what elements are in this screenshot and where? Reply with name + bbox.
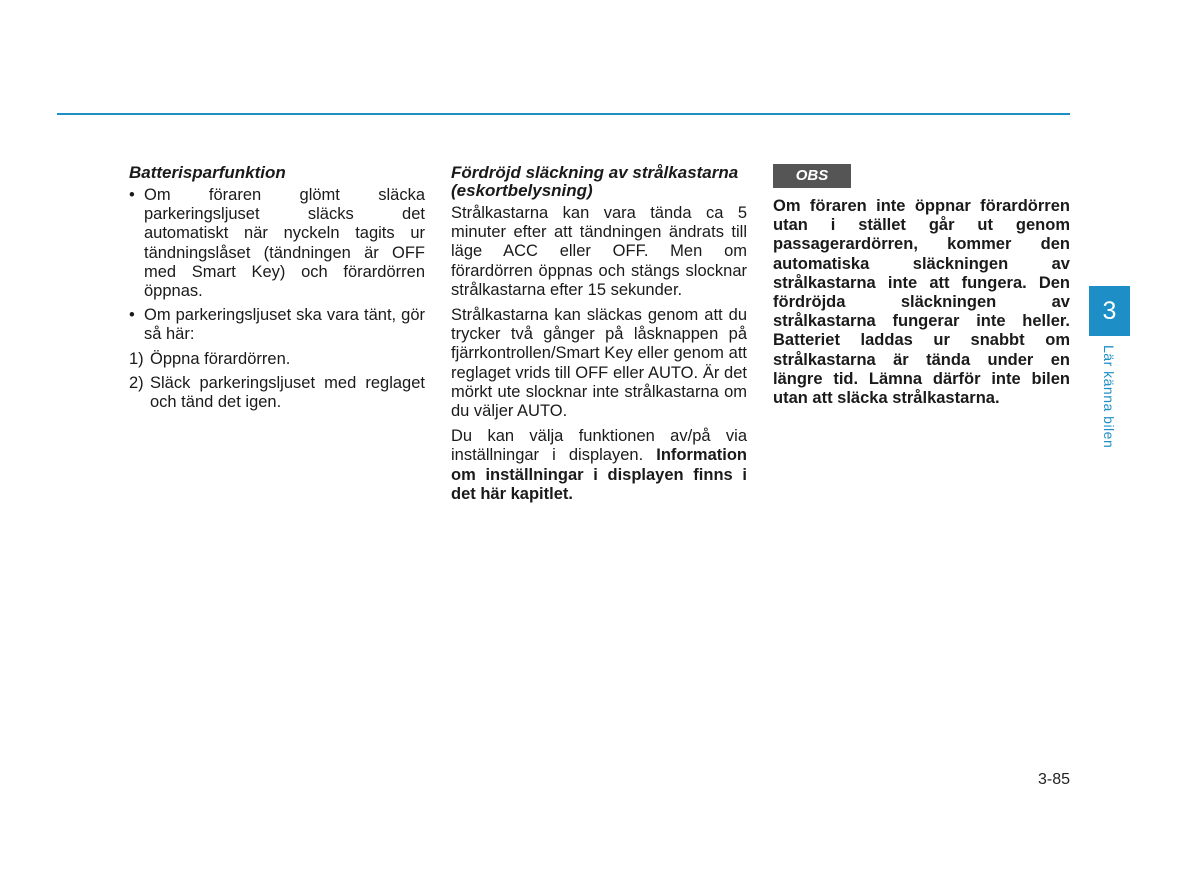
step-list — [129, 350, 425, 413]
column-right — [773, 162, 1070, 408]
bullet-mark: • — [129, 186, 135, 204]
list-item: • Om parkeringsljuset ska vara tänt, gör så här: — [129, 306, 425, 344]
bold-reference: Information om inställningar i displayen finns i det här kapitlet. — [451, 446, 747, 503]
section-heading-battery-saver: Batterisparfunktion — [129, 163, 286, 182]
column-middle — [451, 162, 747, 510]
paragraph: Du kan välja funktionen av/på via inställningar i displayen. Information om inställningar i displayen finns i det här kapitlet. — [451, 427, 747, 503]
step-number: 2) — [129, 373, 144, 392]
bullet-list — [129, 186, 425, 345]
page-number: 3-85 — [1037, 771, 1070, 788]
list-item: • Om föraren glömt släcka parkeringsljuset släcks det automatiskt när nyckeln tagits ur tändningslåset (tändningen är OFF med Smart Key) och förardörren öppnas. — [129, 186, 425, 301]
step-number: 1) — [129, 349, 144, 368]
obs-note-text: Om föraren inte öppnar förardörren utan i stället går ut genom passagerardörren, kommer den automatiska släckningen av strålkastarna inte att fungera. Den fördröjda släckningen av strålkastarna fungerar inte heller. Batteriet laddas ur snabbt om strålkastarna är tända under en längre tid. Lämna därför inte bilen utan att släcka strålkastarna. — [773, 197, 1070, 408]
obs-badge: OBS — [773, 164, 851, 188]
chapter-title-vertical: Lär känna bilen — [1101, 345, 1117, 449]
step-item: 2) Släck parkeringsljuset med reglaget och tänd det igen. — [129, 373, 425, 412]
paragraph: Strålkastarna kan släckas genom att du trycker två gånger på låsknappen på fjärrkontrollen/Smart Key eller genom att reglaget vrids till OFF eller AUTO. Är det mörkt ute slocknar inte strålkastarna om du väljer AUTO. — [451, 306, 747, 421]
header-rule — [57, 113, 1070, 115]
column-left — [129, 162, 425, 417]
bullet-mark: • — [129, 306, 135, 325]
paragraph: Strålkastarna kan vara tända ca 5 minuter efter att tändningen ändrats till läge ACC eller OFF. Men om förardörren öppnas och stängs slocknar strålkastarna efter 15 sekunder. — [451, 204, 747, 299]
chapter-tab: 3 — [1089, 286, 1130, 336]
step-item: 1) Öppna förardörren. — [129, 349, 291, 368]
section-heading-escort-lighting: Fördröjd släckning av strålkastarna (eskortbelysning) — [451, 163, 739, 200]
